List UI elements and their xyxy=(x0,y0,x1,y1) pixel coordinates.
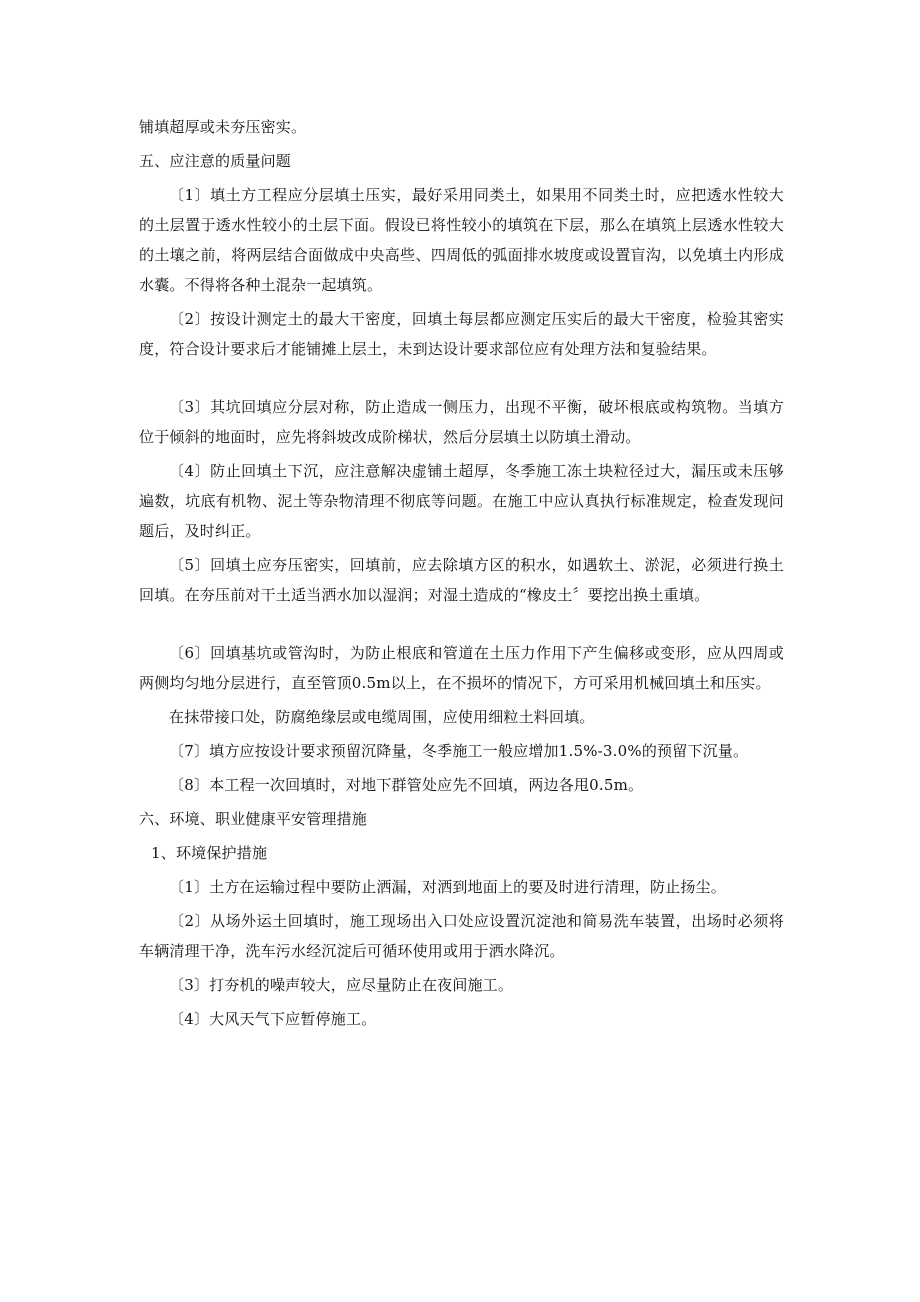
document-body xyxy=(139,112,784,1038)
paragraph-item-4: 〔4〕防止回填土下沉，应注意解决虚铺土超厚，冬季施工冻土块粒径过大，漏压或未压够遍数，坑底有机物、泥土等杂物清理不彻底等问题。在施工中应认真执行标准规定，检查发现问题后，及时纠正。 xyxy=(139,462,784,540)
paragraph-env-item-4: 〔4〕大风天气下应暂停施工。 xyxy=(169,1010,377,1028)
paragraph-env-item-2: 〔2〕从场外运土回填时，施工现场出入口处应设置沉淀池和简易洗车装置，出场时必须将车辆清理干净，洗车污水经沉淀后可循环使用或用于洒水降沉。 xyxy=(139,912,784,960)
paragraph-item-2: 〔2〕按设计测定土的最大干密度，回填土每层都应测定压实后的最大干密度，检验其密实度，符合设计要求后才能铺摊上层土，未到达设计要求部位应有处理方法和复验结果。 xyxy=(139,310,784,358)
paragraph-spacer xyxy=(139,614,784,638)
section-heading-environment-safety: 六、环境、职业健康平安管理措施 xyxy=(139,810,368,828)
paragraph-item-6: 〔6〕回填基坑或管沟时，为防止根底和管道在土压力作用下产生偏移或变形，应从四周或两侧均匀地分层进行，直至管顶0.5m以上，在不损坏的情况下，方可采用机械回填土和压实。 xyxy=(139,644,784,692)
paragraph-env-item-3: 〔3〕打夯机的噪声较大，应尽量防止在夜间施工。 xyxy=(169,976,514,994)
paragraph-item-1: 〔1〕填土方工程应分层填土压实，最好采用同类土，如果用不同类土时，应把透水性较大的土层置于透水性较小的土层下面。假设已将性较小的填筑在下层，那么在填筑上层透水性较大的土壤之前，将两层结合面做成中央高些、四周低的弧面排水坡度或设置盲沟，以免填土内形成水囊。不得将各种土混杂一起填筑。 xyxy=(139,186,784,294)
section-heading-quality-issues: 五、应注意的质量问题 xyxy=(139,152,292,170)
paragraph-spacer xyxy=(139,368,784,392)
paragraph-env-item-1: 〔1〕土方在运输过程中要防止洒漏，对洒到地面上的要及时进行清理，防止扬尘。 xyxy=(169,878,726,896)
paragraph-note: 在抹带接口处，防腐绝缘层或电缆周围，应使用细粒土料回填。 xyxy=(169,708,595,726)
paragraph-item-3: 〔3〕其坑回填应分层对称，防止造成一侧压力，出现不平衡，破坏根底或构筑物。当填方位于倾斜的地面时，应先将斜坡改成阶梯状，然后分层填土以防填土滑动。 xyxy=(139,398,784,446)
paragraph-item-8: 〔8〕本工程一次回填时，对地下群管处应先不回填，两边各甩0.5m。 xyxy=(169,776,644,794)
paragraph-item-5: 〔5〕回填土应夯压密实，回填前，应去除填方区的积水，如遇软土、淤泥，必须进行换土回填。在夯压前对干土适当洒水加以湿润；对湿土造成的“橡皮土〞要挖出换土重填。 xyxy=(139,556,784,604)
subsection-heading-environment: 1、环境保护措施 xyxy=(151,844,268,862)
paragraph-item-7: 〔7〕填方应按设计要求预留沉降量，冬季施工一般应增加1.5%-3.0%的预留下沉量。 xyxy=(169,742,749,760)
paragraph-continuation: 铺填超厚或未夯压密实。 xyxy=(139,118,307,136)
